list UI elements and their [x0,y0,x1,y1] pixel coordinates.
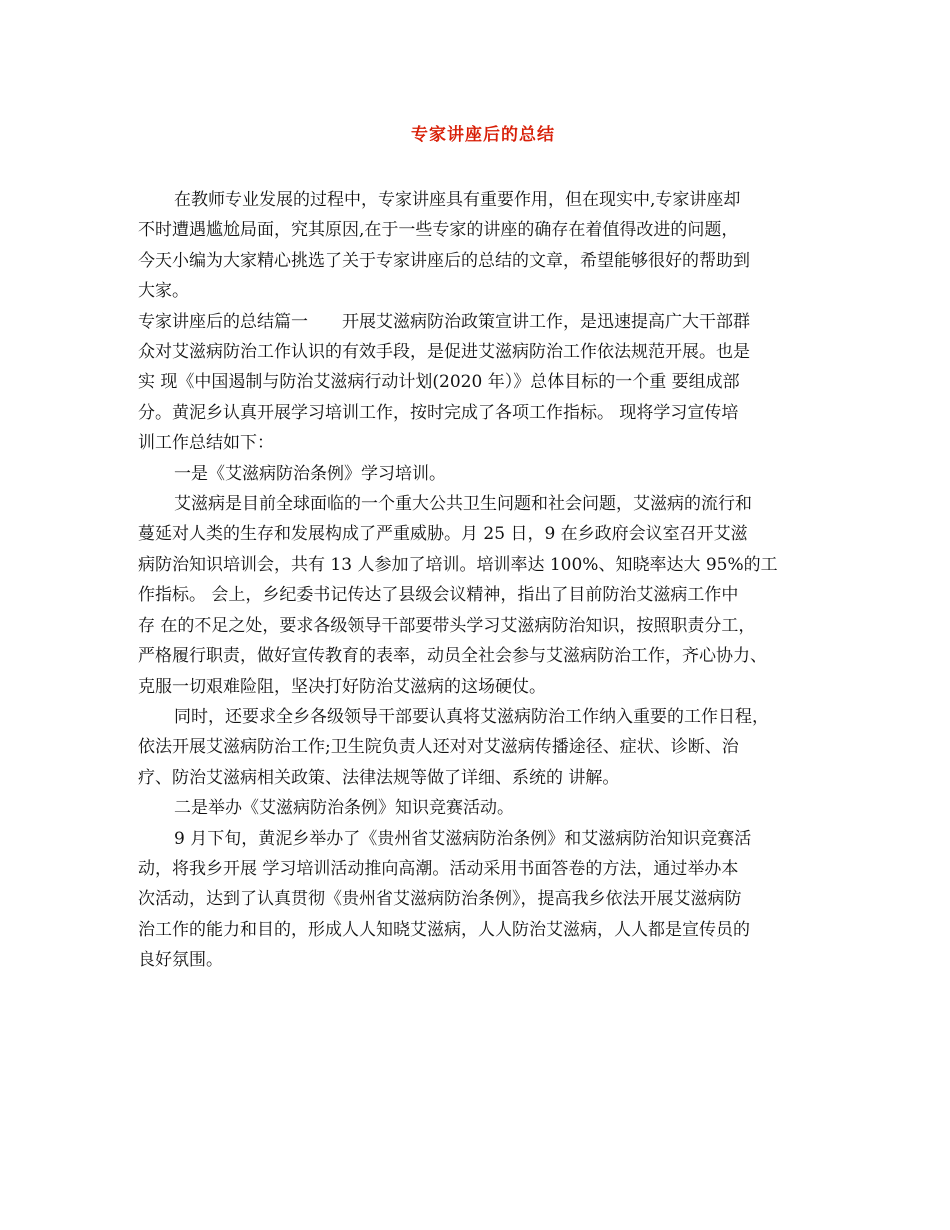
document-page [138,120,828,976]
paragraph-section-one [138,307,828,459]
text-line: 艾滋病是目前全球面临的一个重大公共卫生问题和社会问题，艾滋病的流行和 [174,494,752,515]
text-line: 克服一切艰难险阻，坚决打好防治艾滋病的这场硬仗。 [138,676,546,697]
text-line: 二是举办《艾滋病防治条例》知识竞赛活动。 [174,798,514,819]
paragraph-intro [138,185,828,307]
text-line: 动，将我乡开展 学习培训活动推向高潮。活动采用书面答卷的方法，通过举办本 [138,858,739,879]
paragraph-heading-two [138,793,828,823]
paragraph-competition [138,824,828,976]
text-line: 在教师专业发展的过程中，专家讲座具有重要作用，但在现实中,专家讲座却 [174,190,741,210]
text-line: 治工作的能力和目的，形成人人知晓艾滋病，人人防治艾滋病，人人都是宣传员的 [138,919,750,940]
document-title: 专家讲座后的总结 [411,125,555,145]
text-line: 一是《艾滋病防治条例》学习培训。 [174,463,446,484]
paragraph-meanwhile [138,702,828,793]
text-line: 训工作总结如下： [138,433,274,454]
paragraph-aids-problem [138,489,828,702]
text-line: 严格履行职责，做好宣传教育的表率，动员全社会参与艾滋病防治工作，齐心协力、 [138,646,767,667]
text-line: 分。黄泥乡认真开展学习培训工作，按时完成了各项工作指标。 现将学习宣传培 [138,402,739,423]
text-line: 良好氛围。 [138,950,223,971]
text-line: 同时，还要求全乡各级领导干部要认真将艾滋病防治工作纳入重要的工作日程， [174,706,769,727]
paragraph-heading-one [138,459,828,489]
text-line: 存 在的不足之处，要求各级领导干部要带头学习艾滋病防治知识，按照职责分工， [138,615,756,636]
text-line: 今天小编为大家精心挑选了关于专家讲座后的总结的文章，希望能够很好的帮助到 [138,250,750,271]
text-line: 专家讲座后的总结篇一 开展艾滋病防治政策宣讲工作，是迅速提高广大干部群 [138,311,750,332]
text-line: 大家。 [138,281,189,302]
text-line: 作指标。 会上，乡纪委书记传达了县级会议精神，指出了目前防治艾滋病工作中 [138,585,739,606]
text-line: 病防治知识培训会，共有 13 人参加了培训。培训率达 100%、知晓率达大 95%的工 [138,554,778,575]
text-line: 实 现《中国遏制与防治艾滋病行动计划(2020 年）》总体目标的一个重 要组成部 [138,372,740,393]
text-line: 众对艾滋病防治工作认识的有效手段，是促进艾滋病防治工作依法规范开展。也是 [138,342,750,363]
text-line: 依法开展艾滋病防治工作;卫生院负责人还对对艾滋病传播途径、症状、诊断、治 [138,737,739,758]
text-line: 疗、防治艾滋病相关政策、法律法规等做了详细、系统的 讲解。 [138,767,620,788]
text-line: 9 月下旬，黄泥乡举办了《贵州省艾滋病防治条例》和艾滋病防治知识竞赛活 [174,828,752,849]
text-line: 次活动，达到了认真贯彻《贵州省艾滋病防治条例》，提高我乡依法开展艾滋病防 [138,889,742,910]
text-line: 蔓延对人类的生存和发展构成了严重威胁。月 25 日，9 在乡政府会议室召开艾滋 [138,524,748,545]
text-line: 不时遭遇尴尬局面，究其原因,在于一些专家的讲座的确存在着值得改进的问题， [138,220,739,241]
